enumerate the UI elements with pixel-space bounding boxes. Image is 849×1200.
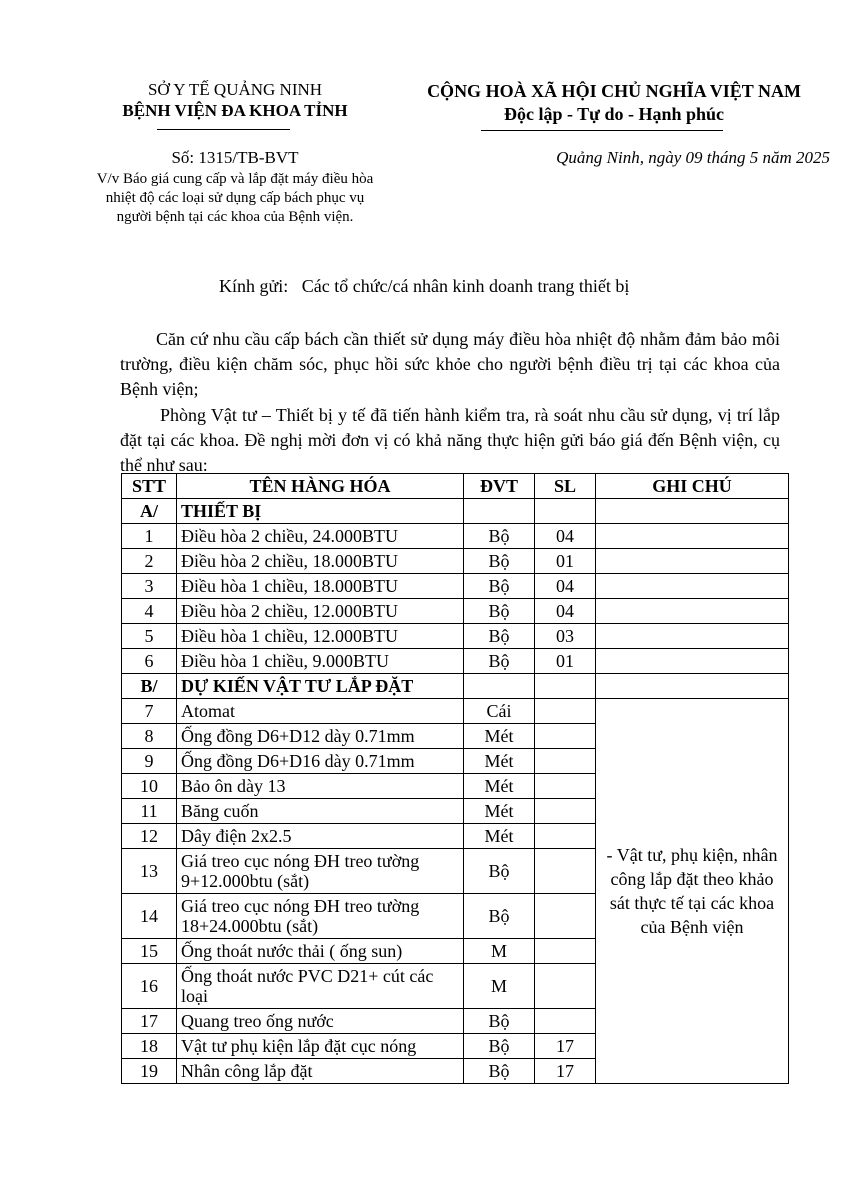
paragraph-request: Phòng Vật tư – Thiết bị y tế đã tiến hành kiểm tra, rà soát nhu cầu sử dụng, vị trí lắp đặt tại các khoa. Đề nghị mời đơn vị có khả năng thực hiện gửi báo giá đến Bệnh viện, cụ thể như sau: xyxy=(120,405,780,475)
table-header-row xyxy=(122,474,789,499)
table-row: 16 Ống thoát nước PVC D21+ cút các loại M xyxy=(122,964,789,1009)
issuer-hospital: BỆNH VIỆN ĐA KHOA TỈNH xyxy=(122,101,348,120)
header-stt: STT xyxy=(122,474,177,499)
table-row: 14 Giá treo cục nóng ĐH treo tường 18+24.000btu (sắt) Bộ xyxy=(122,894,789,939)
issuer-underline xyxy=(157,129,290,130)
table-row: 1 Điều hòa 2 chiều, 24.000BTU Bộ 04 xyxy=(122,524,789,549)
national-motto-block xyxy=(402,80,826,126)
motto: Độc lập - Tự do - Hạnh phúc xyxy=(503,104,725,124)
table-row: 11 Băng cuốn Mét xyxy=(122,799,789,824)
table-row: 13 Giá treo cục nóng ĐH treo tường 9+12.000btu (sắt) Bộ xyxy=(122,849,789,894)
table-row: 10 Bảo ôn dày 13 Mét xyxy=(122,774,789,799)
table-row: 4 Điều hòa 2 chiều, 12.000BTU Bộ 04 xyxy=(122,599,789,624)
table-row: 2 Điều hòa 2 chiều, 18.000BTU Bộ 01 xyxy=(122,549,789,574)
table-row: 9 Ống đồng D6+D16 dày 0.71mm Mét xyxy=(122,749,789,774)
document-subject xyxy=(60,170,410,227)
section-stt: A/ xyxy=(122,499,177,524)
table-row: 15 Ống thoát nước thải ( ống sun) M xyxy=(122,939,789,964)
paragraph-basis: Căn cứ nhu cầu cấp bách cần thiết sử dụng máy điều hòa nhiệt độ nhằm đảm bảo môi trường, điều kiện chăm sóc, phục hồi sức khỏe cho người bệnh điều trị tại các khoa của Bệnh viện; xyxy=(120,329,780,399)
recipient: Các tổ chức/cá nhân kinh doanh trang thiết bị xyxy=(301,276,630,296)
document-number: Số: 1315/TB-BVT xyxy=(171,148,299,167)
table-row: 3 Điều hòa 1 chiều, 18.000BTU Bộ 04 xyxy=(122,574,789,599)
country-name: CỘNG HOÀ XÃ HỘI CHỦ NGHĨA VIỆT NAM xyxy=(427,81,801,101)
issuer-block xyxy=(80,80,390,122)
table-row: 17 Quang treo ống nước Bộ xyxy=(122,1009,789,1034)
table-row: 8 Ống đồng D6+D12 dày 0.71mm Mét xyxy=(122,724,789,749)
table-row: 5 Điều hòa 1 chiều, 12.000BTU Bộ 03 xyxy=(122,624,789,649)
materials-note: - Vật tư, phụ kiện, nhân công lắp đặt theo khảo sát thực tế tại các khoa của Bệnh viện xyxy=(596,699,789,1084)
header-unit: ĐVT xyxy=(464,474,535,499)
date-line: Quảng Ninh, ngày 09 tháng 5 năm 2025 xyxy=(556,148,830,167)
table-row: 7 Atomat Cái - Vật tư, phụ kiện, nhân công lắp đặt theo khảo sát thực tế tại các khoa của Bệnh viện xyxy=(122,699,789,724)
table-row: 18 Vật tư phụ kiện lắp đặt cục nóng Bộ 17 xyxy=(122,1034,789,1059)
subject-line: V/v Báo giá cung cấp và lắp đặt máy điều hòa xyxy=(96,171,374,187)
section-row-b xyxy=(122,674,789,699)
subject-line: nhiệt độ các loại sử dụng cấp bách phục vụ xyxy=(105,190,365,206)
motto-underline xyxy=(481,130,723,131)
items-table xyxy=(121,473,789,1084)
header-name: TÊN HÀNG HÓA xyxy=(177,474,464,499)
table-row: 12 Dây điện 2x2.5 Mét xyxy=(122,824,789,849)
recipient-label: Kính gửi: xyxy=(219,276,289,296)
section-title: THIẾT BỊ xyxy=(177,499,464,524)
recipient-line xyxy=(219,275,629,297)
section-stt: B/ xyxy=(122,674,177,699)
section-row-a xyxy=(122,499,789,524)
subject-line: người bệnh tại các khoa của Bệnh viện. xyxy=(116,209,354,225)
header-note: GHI CHÚ xyxy=(596,474,789,499)
table-row: 19 Nhân công lắp đặt Bộ 17 xyxy=(122,1059,789,1084)
section-title: DỰ KIẾN VẬT TƯ LẮP ĐẶT xyxy=(177,674,464,699)
table-row: 6 Điều hòa 1 chiều, 9.000BTU Bộ 01 xyxy=(122,649,789,674)
issuer-department: SỞ Y TẾ QUẢNG NINH xyxy=(147,80,323,99)
header-qty: SL xyxy=(535,474,596,499)
